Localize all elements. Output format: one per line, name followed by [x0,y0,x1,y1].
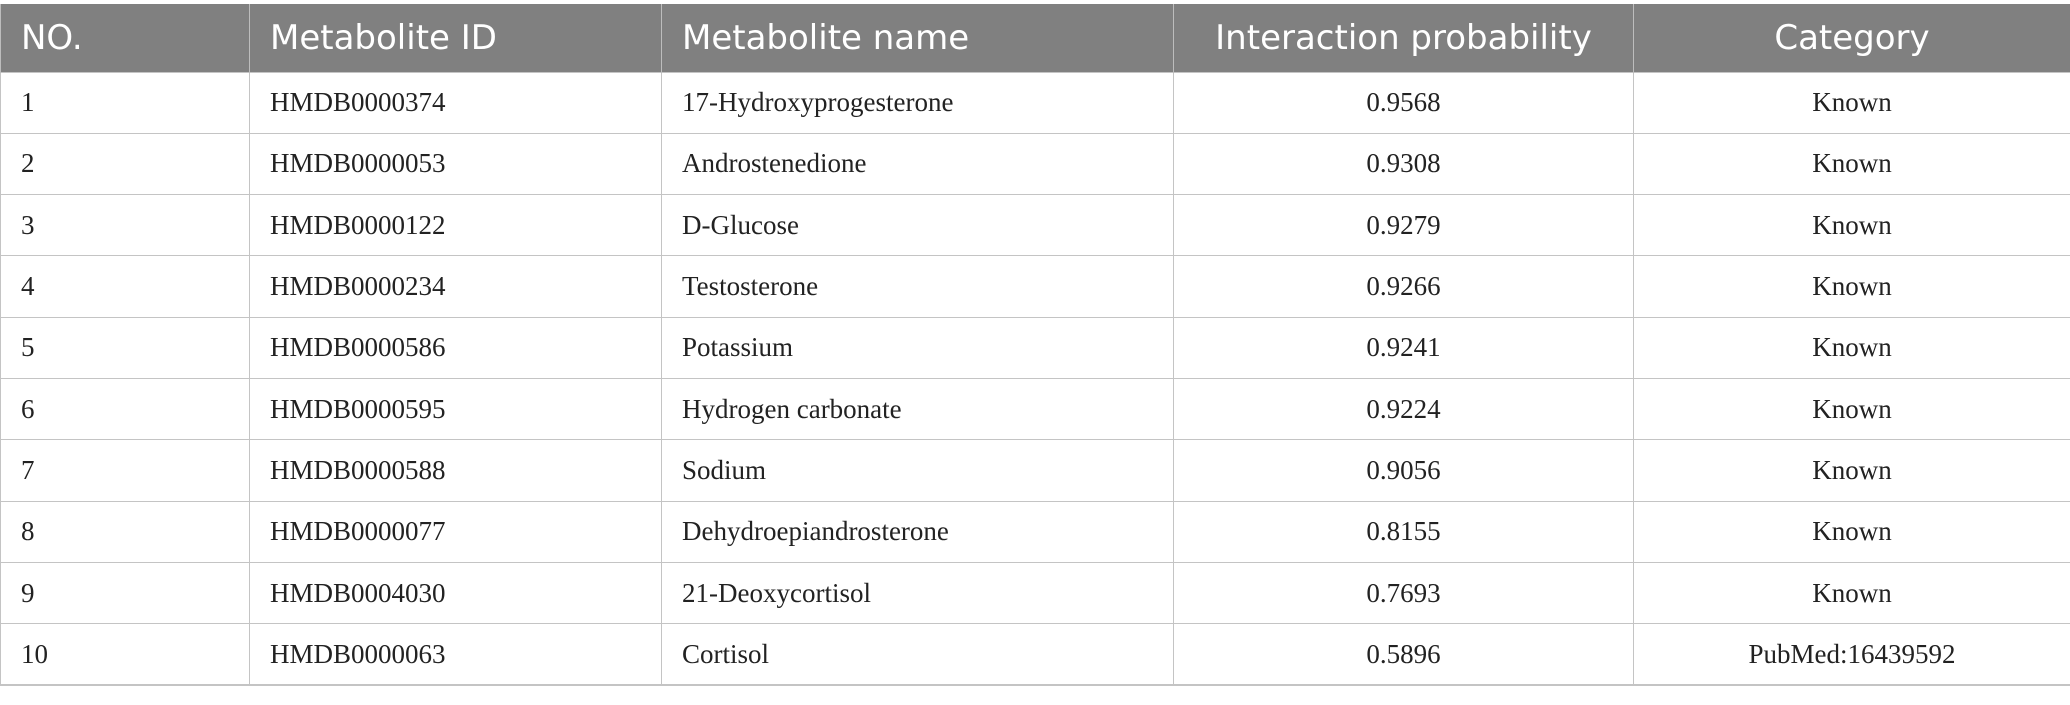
header-metabolite-name: Metabolite name [662,4,1174,72]
table-row [1,195,2070,256]
table-row [1,378,2070,439]
cell-interaction-probability: 0.9308 [1174,133,1634,194]
cell-interaction-probability: 0.5896 [1174,624,1634,685]
cell-metabolite-id: HMDB0000234 [250,256,662,317]
table-row [1,256,2070,317]
cell-metabolite-name: Cortisol [662,624,1174,685]
cell-category: Known [1634,378,2070,439]
cell-metabolite-name: Potassium [662,317,1174,378]
header-category: Category [1634,4,2070,72]
cell-interaction-probability: 0.9241 [1174,317,1634,378]
cell-category: Known [1634,133,2070,194]
header-interaction-probability: Interaction probability [1174,4,1634,72]
cell-no: 7 [1,440,250,501]
cell-metabolite-name: Androstenedione [662,133,1174,194]
cell-category: Known [1634,256,2070,317]
cell-category: Known [1634,501,2070,562]
cell-interaction-probability: 0.9279 [1174,195,1634,256]
metabolite-table [0,4,2070,686]
cell-metabolite-id: HMDB0000063 [250,624,662,685]
cell-metabolite-id: HMDB0000595 [250,378,662,439]
cell-category: Known [1634,195,2070,256]
cell-no: 3 [1,195,250,256]
header-row [1,4,2070,72]
table-row [1,72,2070,133]
cell-category: Known [1634,72,2070,133]
table-row [1,317,2070,378]
cell-metabolite-name: D-Glucose [662,195,1174,256]
cell-no: 8 [1,501,250,562]
cell-interaction-probability: 0.9568 [1174,72,1634,133]
cell-metabolite-name: Testosterone [662,256,1174,317]
cell-metabolite-id: HMDB0000374 [250,72,662,133]
table-header [1,4,2070,72]
cell-metabolite-id: HMDB0000053 [250,133,662,194]
cell-interaction-probability: 0.9056 [1174,440,1634,501]
cell-metabolite-id: HMDB0000077 [250,501,662,562]
cell-category: PubMed:16439592 [1634,624,2070,685]
cell-metabolite-name: 21-Deoxycortisol [662,562,1174,623]
cell-metabolite-name: Dehydroepiandrosterone [662,501,1174,562]
metabolite-table-container [0,4,2070,686]
cell-no: 10 [1,624,250,685]
header-no: NO. [1,4,250,72]
cell-no: 4 [1,256,250,317]
cell-category: Known [1634,562,2070,623]
cell-no: 2 [1,133,250,194]
cell-metabolite-id: HMDB0000586 [250,317,662,378]
table-row [1,440,2070,501]
cell-metabolite-id: HMDB0004030 [250,562,662,623]
cell-metabolite-id: HMDB0000122 [250,195,662,256]
cell-no: 6 [1,378,250,439]
cell-interaction-probability: 0.9266 [1174,256,1634,317]
cell-no: 5 [1,317,250,378]
cell-category: Known [1634,440,2070,501]
cell-no: 1 [1,72,250,133]
cell-interaction-probability: 0.8155 [1174,501,1634,562]
cell-metabolite-name: Hydrogen carbonate [662,378,1174,439]
cell-category: Known [1634,317,2070,378]
table-row [1,624,2070,685]
cell-interaction-probability: 0.9224 [1174,378,1634,439]
cell-metabolite-id: HMDB0000588 [250,440,662,501]
cell-metabolite-name: 17-Hydroxyprogesterone [662,72,1174,133]
cell-interaction-probability: 0.7693 [1174,562,1634,623]
cell-no: 9 [1,562,250,623]
cell-metabolite-name: Sodium [662,440,1174,501]
header-metabolite-id: Metabolite ID [250,4,662,72]
table-row [1,501,2070,562]
table-body [1,72,2070,685]
table-row [1,133,2070,194]
table-row [1,562,2070,623]
